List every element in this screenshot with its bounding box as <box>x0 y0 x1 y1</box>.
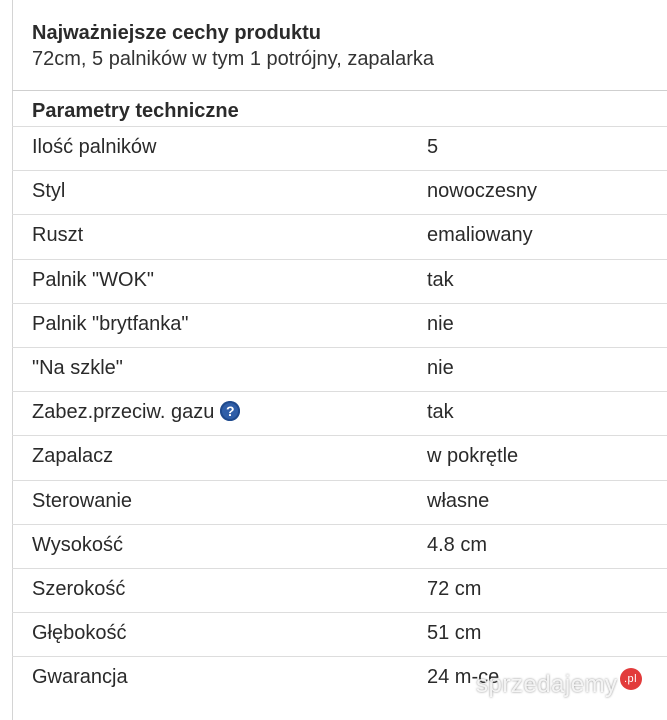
table-row <box>12 259 667 303</box>
row-value: 4.8 cm <box>427 533 488 556</box>
table-row <box>12 568 667 612</box>
row-label <box>32 401 240 424</box>
row-label: Szerokość <box>32 577 126 600</box>
row-label: Palnik "WOK" <box>32 268 155 291</box>
table-row <box>12 524 667 568</box>
watermark-text: sprzedajemy <box>476 671 618 698</box>
row-label: Ruszt <box>32 224 84 247</box>
table-row <box>12 480 667 524</box>
params-table <box>12 126 667 700</box>
row-value: nie <box>427 356 454 379</box>
table-row <box>12 391 667 435</box>
watermark-badge: .pl <box>620 668 642 690</box>
row-value: nowoczesny <box>427 180 538 203</box>
row-label: Ilość palników <box>32 136 157 158</box>
row-label: Gwarancja <box>32 666 128 689</box>
help-icon[interactable]: ? <box>220 401 240 421</box>
row-value: tak <box>427 268 454 291</box>
table-row <box>12 126 667 170</box>
table-row <box>12 303 667 347</box>
table-row <box>12 214 667 258</box>
row-value: 51 cm <box>427 622 482 645</box>
row-value: tak <box>427 401 454 424</box>
row-label: Zapalacz <box>32 445 114 468</box>
row-label: Palnik "brytfanka" <box>32 312 189 335</box>
row-value: nie <box>427 312 454 335</box>
row-label: Wysokość <box>32 533 123 556</box>
row-value: własne <box>427 489 490 512</box>
row-value: w pokrętle <box>427 445 519 468</box>
features-text: 72cm, 5 palników w tym 1 potrójny, zapalarka <box>32 48 435 70</box>
row-value: 24 m-ce <box>427 666 500 689</box>
table-row <box>12 612 667 656</box>
table-row <box>12 435 667 479</box>
row-label: Głębokość <box>32 622 127 645</box>
row-label: Styl <box>32 180 66 203</box>
row-label: "Na szkle" <box>32 356 123 379</box>
row-value: 72 cm <box>427 577 482 600</box>
params-heading: Parametry techniczne <box>32 100 239 122</box>
table-row <box>12 347 667 391</box>
row-value: emaliowany <box>427 224 533 247</box>
row-value: 5 <box>427 136 439 158</box>
watermark-logo <box>476 668 642 699</box>
row-label: Sterowanie <box>32 489 133 512</box>
row-label-text: Zabez.przeciw. gazu <box>32 401 215 424</box>
table-row <box>12 170 667 214</box>
features-heading: Najważniejsze cechy produktu <box>32 22 321 44</box>
section-divider <box>12 90 667 91</box>
